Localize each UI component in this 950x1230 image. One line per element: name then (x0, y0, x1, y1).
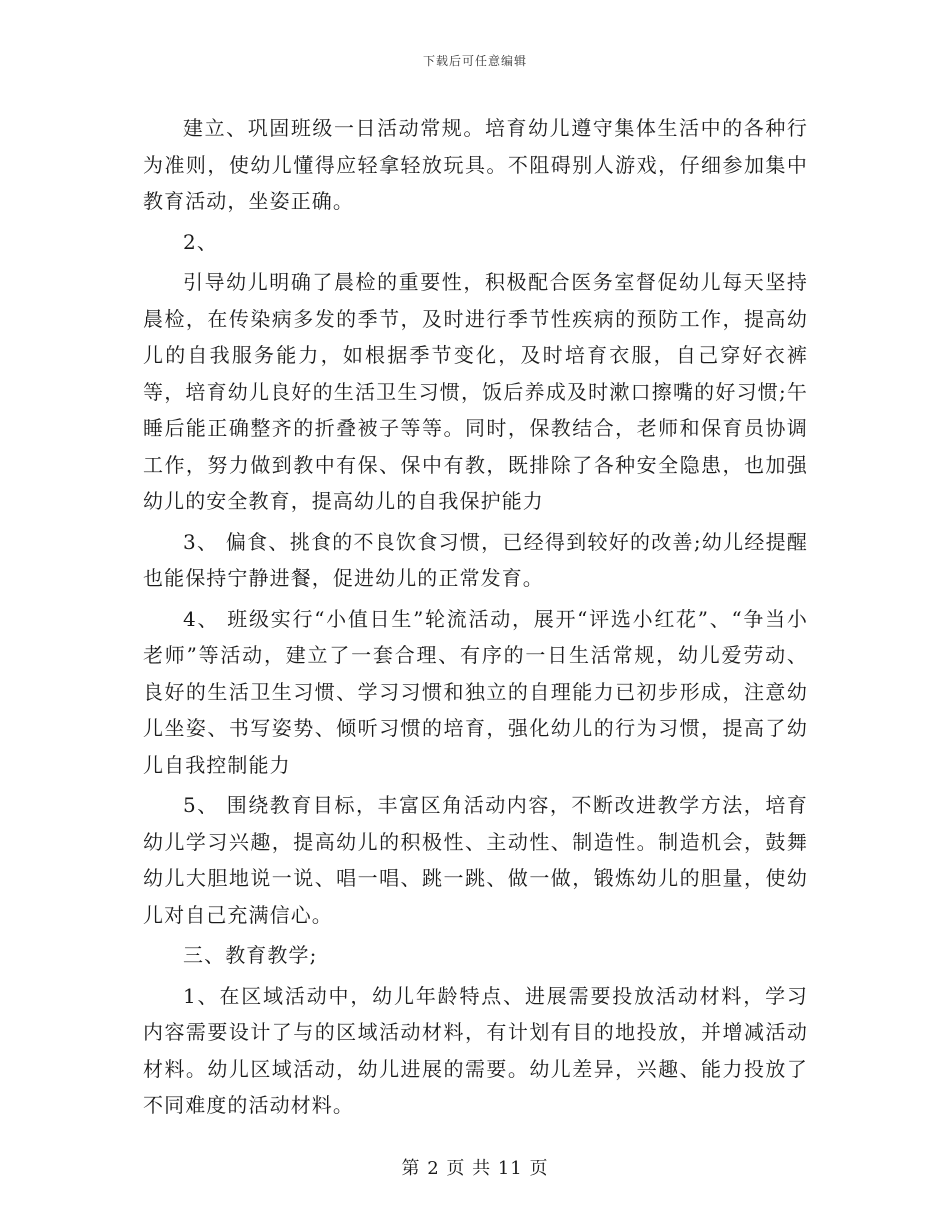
paragraph-item-3: 3、 偏食、挑食的不良饮食习惯，已经得到较好的改善;幼儿经提醒也能保持宁静进餐，促进幼儿的正常发育。 (143, 529, 808, 590)
paragraph-item-5: 5、 围绕教育目标，丰富区角活动内容，不断改进教学方法，培育幼儿学习兴趣，提高幼儿的积极性、主动性、制造性。制造机会，鼓舞幼儿大胆地说一说、唱一唱、跳一跳、做一做，锻炼幼儿的胆量，使幼儿对自己充满信心。 (143, 793, 808, 927)
paragraph-health: 引导幼儿明确了晨检的重要性，积极配合医务室督促幼儿每天坚持晨检，在传染病多发的季节，及时进行季节性疾病的预防工作，提高幼儿的自我服务能力，如根据季节变化，及时培育衣服，自己穿好衣裤等，培育幼儿良好的生活卫生习惯，饭后养成及时漱口擦嘴的好习惯;午睡后能正确整齐的折叠被子等等。同时，保教结合，老师和保育员协调工作，努力做到教中有保、保中有教，既排除了各种安全隐患，也加强幼儿的安全教育，提高幼儿的自我保护能力 (143, 270, 808, 513)
paragraph-routine: 建立、巩固班级一日活动常规。培育幼儿遵守集体生活中的各种行为准则，使幼儿懂得应轻拿轻放玩具。不阻碍别人游戏，仔细参加集中教育活动，坐姿正确。 (143, 116, 808, 213)
document-body (143, 110, 808, 1128)
paragraph-item-2-heading: 2、 (183, 229, 218, 254)
paragraph-area-activities: 1、在区域活动中，幼儿年龄特点、进展需要投放活动材料，学习内容需要设计了与的区域活动材料，有计划有目的地投放，并增减活动材料。幼儿区域活动，幼儿进展的需要。幼儿差异，兴趣、能力投放了不同难度的活动材料。 (143, 983, 808, 1117)
section-heading-education: 三、教育教学; (183, 943, 318, 967)
header-note: 下载后可任意编辑 (422, 54, 527, 68)
paragraph-item-4: 4、 班级实行“小值日生”轮流活动，展开“评选小红花”、“争当小老师”等活动，建立了一套合理、有序的一日生活常规，幼儿爱劳动、良好的生活卫生习惯、学习习惯和独立的自理能力已初步形成，注意幼儿坐姿、书写姿势、倾听习惯的培育，强化幼儿的行为习惯，提高了幼儿自我控制能力 (143, 606, 808, 777)
page-number: 第 2 页 共 11 页 (401, 1158, 549, 1179)
